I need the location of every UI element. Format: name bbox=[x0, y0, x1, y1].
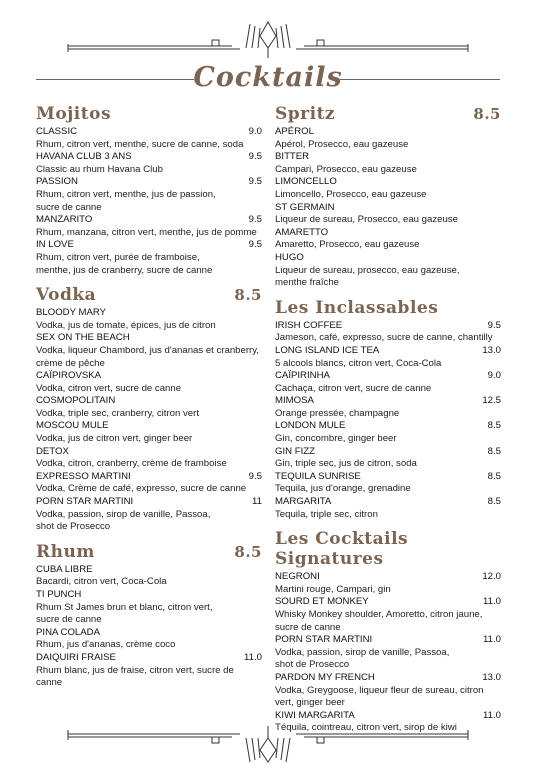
item-price: 11.0 bbox=[244, 651, 262, 663]
item-description: Gin, triple sec, jus de citron, soda bbox=[275, 458, 417, 470]
item-price: 9.5 bbox=[248, 176, 262, 188]
item-description: Limoncello, Prosecco, eau gazeuse bbox=[275, 188, 427, 200]
item-price: 9.5 bbox=[487, 319, 501, 331]
item-description: Vodka, jus de tomate, épices, jus de citron bbox=[36, 319, 216, 331]
title-row bbox=[0, 62, 536, 96]
item-name: IN LOVE bbox=[36, 239, 74, 251]
menu-item bbox=[275, 634, 501, 672]
item-description: Liqueur de sureau, prosecco, eau gazeuse, menthe fraîche bbox=[275, 264, 460, 289]
item-name: CAÏPIRINHA bbox=[275, 370, 330, 382]
item-name: MANZARITO bbox=[36, 214, 93, 226]
menu-item bbox=[36, 589, 262, 627]
item-description: Bacardi, citron vert, Coca-Cola bbox=[36, 576, 167, 588]
menu-item bbox=[36, 395, 262, 420]
item-name: NEGRONI bbox=[275, 571, 320, 583]
menu-item bbox=[36, 564, 262, 589]
section-title: Mojitos bbox=[36, 104, 112, 124]
section-price: 8.5 bbox=[234, 286, 262, 305]
item-name: CLASSIC bbox=[36, 126, 78, 137]
item-name: PORN STAR MARTINI bbox=[275, 634, 373, 646]
item-name: GIN FIZZ bbox=[275, 445, 315, 457]
item-description: Rhum St James brun et blanc, citron vert, sucre de canne bbox=[36, 601, 213, 626]
item-description: Rhum, jus d'ananas, crème coco bbox=[36, 639, 176, 651]
menu-item bbox=[36, 126, 262, 151]
menu-item bbox=[36, 332, 262, 370]
item-name: TI PUNCH bbox=[36, 589, 82, 600]
menu-item bbox=[275, 471, 501, 496]
item-name: PASSION bbox=[36, 176, 78, 188]
menu-item bbox=[275, 672, 501, 710]
item-name: APÉROL bbox=[275, 126, 314, 137]
section-price: 8.5 bbox=[473, 105, 501, 123]
bottom-ornament bbox=[0, 724, 536, 768]
item-description: Rhum blanc, jus de fraise, citron vert, sucre de canne bbox=[36, 664, 234, 689]
item-price: 12.5 bbox=[482, 395, 501, 407]
item-name: AMARETTO bbox=[275, 226, 329, 238]
item-name: HAVANA CLUB 3 ANS bbox=[36, 151, 132, 163]
section-inclassables bbox=[275, 298, 501, 522]
item-price: 11.0 bbox=[483, 709, 501, 721]
item-price: 11.0 bbox=[483, 634, 501, 646]
menu-item bbox=[275, 446, 501, 471]
menu-item bbox=[36, 151, 262, 176]
section-heading bbox=[275, 298, 501, 318]
item-price: 9.5 bbox=[248, 470, 262, 482]
section-vodka bbox=[36, 285, 262, 534]
item-description: Liqueur de sureau, Prosecco, eau gazeuse bbox=[275, 214, 458, 226]
section-price: 8.5 bbox=[234, 542, 262, 561]
item-description: Rhum, citron vert, purée de framboise, menthe, jus de cranberry, sucre de canne bbox=[36, 251, 213, 276]
item-name: BLOODY MARY bbox=[36, 307, 107, 319]
menu-item bbox=[275, 252, 501, 290]
section-heading bbox=[36, 542, 262, 562]
item-name: DAIQUIRI FRAISE bbox=[36, 651, 116, 663]
item-name: MOSCOU MULE bbox=[36, 420, 109, 432]
top-ornament bbox=[0, 18, 536, 62]
item-description: Vodka, jus de citron vert, ginger beer bbox=[36, 433, 193, 445]
menu-item bbox=[36, 471, 262, 496]
menu-item bbox=[275, 345, 501, 370]
item-price: 12.0 bbox=[482, 571, 501, 583]
item-price: 8.5 bbox=[487, 445, 501, 457]
section-heading bbox=[36, 285, 262, 305]
item-name: CAÏPIROVSKA bbox=[36, 370, 102, 382]
item-name: DETOX bbox=[36, 445, 69, 457]
menu-item bbox=[275, 596, 501, 634]
page-title: Cocktails bbox=[193, 62, 343, 93]
item-price: 9.5 bbox=[248, 151, 262, 163]
item-description: Amaretto, Prosecco, eau gazeuse bbox=[275, 239, 420, 251]
item-description: Vodka, liqueur Chambord, jus d'ananas et cranberry, crème de pêche bbox=[36, 344, 259, 369]
item-price: 8.5 bbox=[487, 496, 501, 508]
item-name: CUBA LIBRE bbox=[36, 563, 93, 575]
menu-item bbox=[36, 627, 262, 652]
item-description: Jameson, café, expresso, sucre de canne, chantilly bbox=[275, 332, 493, 344]
item-name: SEX ON THE BEACH bbox=[36, 332, 130, 344]
menu-item bbox=[36, 370, 262, 395]
section-title: Spritz bbox=[275, 104, 336, 124]
section-mojitos bbox=[36, 104, 262, 277]
item-price: 13.0 bbox=[482, 344, 501, 356]
section-title: Les Cocktails Signatures bbox=[275, 529, 409, 570]
right-column bbox=[275, 104, 501, 735]
item-name: MARGARITA bbox=[275, 496, 332, 508]
menu-item bbox=[275, 370, 501, 395]
item-description: Vodka, Crème de café, expresso, sucre de canne bbox=[36, 483, 247, 495]
item-description: Vodka, Greygoose, liqueur fleur de sureau, citron vert, ginger beer bbox=[275, 684, 484, 709]
item-name: IRISH COFFEE bbox=[275, 319, 343, 331]
item-price: 11 bbox=[252, 496, 262, 508]
item-price: 8.5 bbox=[487, 420, 501, 432]
menu-item bbox=[275, 176, 501, 201]
section-title: Les Inclassables bbox=[275, 297, 439, 318]
item-name: ST GERMAIN bbox=[275, 201, 335, 213]
menu-item bbox=[36, 446, 262, 471]
left-column bbox=[36, 104, 262, 690]
item-description: Orange pressée, champagne bbox=[275, 407, 400, 419]
item-name: BITTER bbox=[275, 151, 310, 163]
menu-item bbox=[36, 176, 262, 214]
item-description: Apérol, Prosecco, eau gazeuse bbox=[275, 138, 409, 150]
item-description: Rhum, manzana, citron vert, menthe, jus de pomme bbox=[36, 226, 257, 238]
item-description: Téquila, cointreau, citron vert, sirop de kiwi bbox=[275, 722, 457, 734]
item-name: LONDON MULE bbox=[275, 420, 346, 432]
menu-item bbox=[275, 320, 501, 345]
item-name: LIMONCELLO bbox=[275, 176, 337, 188]
item-description: Whisky Monkey shoulder, Amoretto, citron jaune, sucre de canne bbox=[275, 609, 483, 633]
menu-item bbox=[36, 496, 262, 534]
section-spritz bbox=[275, 104, 501, 290]
item-price: 9.5 bbox=[248, 214, 262, 226]
section-heading bbox=[275, 529, 501, 569]
item-price: 9.5 bbox=[248, 239, 262, 251]
item-name: PARDON MY FRENCH bbox=[275, 671, 375, 683]
item-name: KIWI MARGARITA bbox=[275, 709, 355, 721]
menu-item bbox=[275, 202, 501, 227]
item-name: PINA COLADA bbox=[36, 626, 100, 638]
item-description: Classic au rhum Havana Club bbox=[36, 163, 163, 175]
item-name: TEQUILA SUNRISE bbox=[275, 470, 361, 482]
menu-item bbox=[275, 395, 501, 420]
item-name: EXPRESSO MARTINI bbox=[36, 470, 131, 482]
menu-item bbox=[275, 126, 501, 151]
menu-item bbox=[275, 420, 501, 445]
item-name: SOURD ET MONKEY bbox=[275, 596, 369, 608]
menu-item bbox=[36, 420, 262, 445]
item-description: Martini rouge, Campari, gin bbox=[275, 583, 391, 595]
item-name: HUGO bbox=[275, 251, 304, 263]
item-name: MIMOSA bbox=[275, 395, 314, 407]
item-price: 9.0 bbox=[487, 370, 501, 382]
section-heading bbox=[36, 104, 262, 124]
item-description: Vodka, passion, sirop de vanille, Passoa, shot de Prosecco bbox=[275, 646, 450, 671]
section-title: Rhum bbox=[36, 541, 95, 562]
menu-item bbox=[36, 239, 262, 277]
item-price: 9.0 bbox=[248, 126, 262, 137]
item-description: Tequila, jus d'orange, grenadine bbox=[275, 483, 411, 495]
item-price: 13.0 bbox=[482, 671, 501, 683]
item-description: Vodka, citron, cranberry, crème de framboise bbox=[36, 458, 227, 470]
item-description: Rhum, citron vert, menthe, jus de passion, sucre de canne bbox=[36, 188, 216, 213]
section-signatures bbox=[275, 529, 501, 735]
item-name: LONG ISLAND ICE TEA bbox=[275, 344, 380, 356]
item-description: Gin, concombre, ginger beer bbox=[275, 433, 397, 445]
menu-item bbox=[36, 652, 262, 690]
menu-item bbox=[275, 571, 501, 596]
item-price: 8.5 bbox=[487, 470, 501, 482]
item-description: 5 alcools blancs, citron vert, Coca-Cola bbox=[275, 357, 442, 369]
item-description: Rhum, citron vert, menthe, sucre de canne, soda bbox=[36, 138, 244, 150]
item-description: Tequila, triple sec, citron bbox=[275, 508, 378, 520]
item-description: Vodka, passion, sirop de vanille, Passoa, shot de Prosecco bbox=[36, 508, 211, 533]
item-description: Vodka, citron vert, sucre de canne bbox=[36, 382, 182, 394]
item-description: Vodka, triple sec, cranberry, citron vert bbox=[36, 407, 199, 419]
item-price: 11.0 bbox=[483, 596, 501, 608]
item-name: PORN STAR MARTINI bbox=[36, 496, 134, 508]
section-rhum bbox=[36, 542, 262, 690]
menu-item bbox=[275, 227, 501, 252]
section-heading bbox=[275, 104, 501, 124]
menu-item bbox=[36, 214, 262, 239]
menu-item bbox=[36, 307, 262, 332]
section-title: Vodka bbox=[36, 285, 97, 306]
menu-item bbox=[275, 496, 501, 521]
item-description: Cachaça, citron vert, sucre de canne bbox=[275, 382, 432, 394]
item-description: Campari, Prosecco, eau gazeuse bbox=[275, 163, 417, 175]
menu-item bbox=[275, 151, 501, 176]
item-name: COSMOPOLITAIN bbox=[36, 395, 116, 407]
